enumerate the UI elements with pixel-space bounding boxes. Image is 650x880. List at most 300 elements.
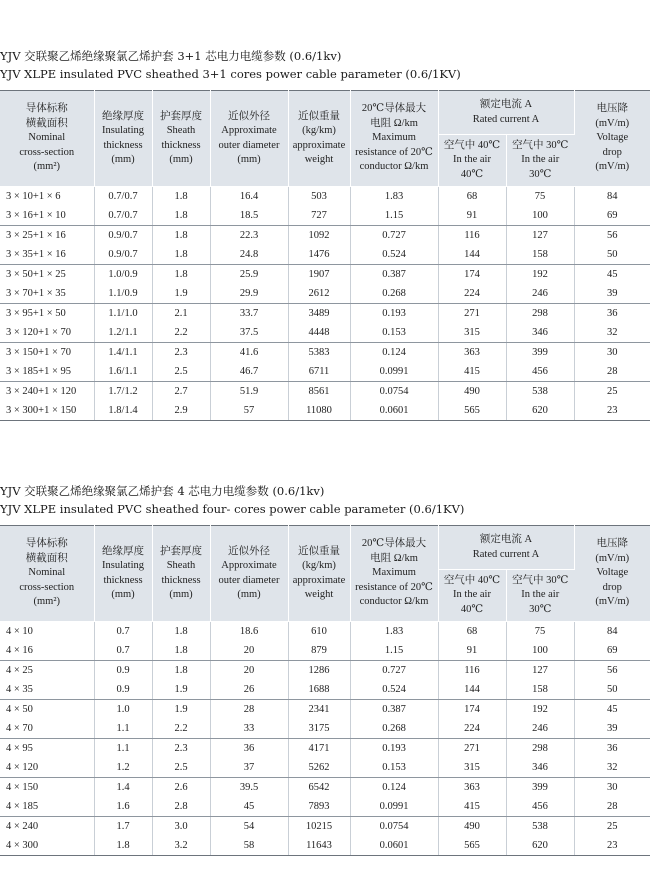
cell-voltage-drop: 84 <box>607 191 618 202</box>
cell-cross-section: 3 × 16+1 × 10 <box>0 206 94 226</box>
table-row <box>0 778 650 798</box>
cell-voltage-drop: 25 <box>607 821 618 832</box>
header-diameter <box>210 91 288 187</box>
cell-voltage-drop: 45 <box>607 704 618 715</box>
cell-resistance: 0.0601 <box>350 836 438 856</box>
cell-current-40: 116 <box>438 226 506 246</box>
cell-insulation: 0.7 <box>94 641 152 661</box>
table2 <box>0 525 650 856</box>
table-row <box>0 700 650 720</box>
cell-cross-section: 3 × 300+1 × 150 <box>0 401 94 421</box>
cell-sheath: 1.8 <box>152 265 210 285</box>
table2-title-en: YJV XLPE insulated PVC sheathed four- cores power cable parameter (0.6/1KV) <box>0 502 465 516</box>
cell-current-40: 315 <box>438 323 506 343</box>
cell-resistance: 0.0754 <box>350 817 438 837</box>
cell-resistance: 0.193 <box>350 304 438 324</box>
cell-weight: 5262 <box>288 758 350 778</box>
cell-insulation: 0.7 <box>94 622 152 642</box>
cell-sheath: 2.2 <box>152 323 210 343</box>
cell-voltage-drop: 25 <box>607 386 618 397</box>
cell-diameter: 37.5 <box>210 323 288 343</box>
cell-current-30: 127 <box>506 226 574 246</box>
header-line: 空气中 40℃ <box>443 139 501 151</box>
cell-sheath: 2.5 <box>152 758 210 778</box>
header-line: 30℃ <box>529 603 552 615</box>
table-row <box>0 622 650 642</box>
cell-voltage-drop: 69 <box>574 206 650 226</box>
cell-diameter: 26 <box>210 680 288 700</box>
header-line: conductor Ω/km <box>359 596 429 608</box>
cell-current-40: 68 <box>438 187 506 207</box>
cell-sheath: 1.8 <box>152 245 210 265</box>
header-diameter <box>210 526 288 622</box>
cell-weight: 1907 <box>288 265 350 285</box>
cell-cross-section: 4 × 300 <box>0 836 94 856</box>
cell-insulation: 0.9 <box>94 661 152 681</box>
table-row <box>0 323 650 343</box>
cell-current-40: 91 <box>438 641 506 661</box>
header-line: 护套厚度 <box>160 545 202 557</box>
cell-current-30: 399 <box>506 778 574 798</box>
cell-voltage-drop: 56 <box>607 665 618 676</box>
cell-insulation: 1.4 <box>94 778 152 798</box>
cell-voltage-drop: 23 <box>574 401 650 421</box>
header-line: 30℃ <box>529 168 552 180</box>
header-current <box>438 526 574 570</box>
cell-diameter: 20 <box>210 661 288 681</box>
cell-diameter: 37 <box>210 758 288 778</box>
cell-insulation: 1.1/0.9 <box>94 284 152 304</box>
cell-resistance: 0.124 <box>350 343 438 363</box>
cell-resistance: 0.268 <box>350 719 438 739</box>
cell-voltage-drop: 28 <box>574 362 650 382</box>
header-line: Voltage <box>596 132 629 144</box>
cell-cross-section: 4 × 35 <box>0 680 94 700</box>
cell-resistance: 0.0991 <box>350 362 438 382</box>
header-line: Nominal <box>28 567 66 579</box>
header-line: Approximate <box>221 125 277 136</box>
cell-resistance: 0.193 <box>350 739 438 759</box>
cell-current-40: 144 <box>438 245 506 265</box>
cell-cross-section: 3 × 35+1 × 16 <box>0 245 94 265</box>
cell-voltage-drop: 39 <box>574 719 650 739</box>
cell-sheath: 2.1 <box>152 304 210 324</box>
cell-current-30: 346 <box>506 323 574 343</box>
header-line: 近似外径 <box>228 545 270 557</box>
cell-weight: 3489 <box>288 304 350 324</box>
header-line: 电阻 Ω/km <box>370 117 418 129</box>
cell-current-30: 620 <box>506 836 574 856</box>
cell-current-40: 315 <box>438 758 506 778</box>
cell-resistance: 1.15 <box>350 641 438 661</box>
cell-diameter: 33.7 <box>210 304 288 324</box>
table-row <box>0 382 650 402</box>
header-line: thickness <box>103 574 143 586</box>
cell-resistance: 0.0991 <box>350 797 438 817</box>
cell-resistance: 1.83 <box>350 187 438 207</box>
header-line: 20℃导体最大 <box>361 103 427 115</box>
table2-header <box>0 526 650 622</box>
cell-voltage-drop: 45 <box>607 269 618 280</box>
cell-insulation: 1.8/1.4 <box>94 401 152 421</box>
cell-current-30: 456 <box>506 797 574 817</box>
table2-title-cn: YJV 交联聚乙烯绝缘聚氯乙烯护套 4 芯电力电缆参数 (0.6/1kv) <box>0 484 325 498</box>
cell-voltage-drop: 30 <box>607 347 618 358</box>
header-line: 40℃ <box>460 168 484 180</box>
header-line: (mV/m) <box>595 117 630 129</box>
cell-cross-section: 3 × 95+1 × 50 <box>0 304 94 324</box>
header-line: Nominal <box>28 132 66 144</box>
cell-sheath: 2.3 <box>152 343 210 363</box>
cell-sheath: 1.8 <box>152 187 210 207</box>
cell-voltage-drop: 32 <box>574 323 650 343</box>
cell-resistance: 0.124 <box>350 778 438 798</box>
cell-insulation: 1.2/1.1 <box>94 323 152 343</box>
table-row <box>0 817 650 837</box>
cell-voltage-drop: 84 <box>607 626 618 637</box>
cell-weight: 610 <box>288 622 350 642</box>
cell-cross-section: 3 × 70+1 × 35 <box>0 284 94 304</box>
cell-voltage-drop: 39 <box>574 284 650 304</box>
header-line: (mV/m) <box>595 596 630 608</box>
cell-cross-section: 4 × 95 <box>0 739 94 759</box>
cell-resistance: 1.83 <box>350 622 438 642</box>
cell-insulation: 0.7/0.7 <box>94 187 152 207</box>
header-line: resistance of 20℃ <box>355 146 433 158</box>
cell-sheath: 2.9 <box>152 401 210 421</box>
cell-current-30: 100 <box>506 206 574 226</box>
header-line: (kg/km) <box>302 125 336 136</box>
cell-diameter: 20 <box>210 641 288 661</box>
cell-diameter: 58 <box>210 836 288 856</box>
header-air40 <box>438 135 506 187</box>
table1-title-cn: YJV 交联聚乙烯绝缘聚氯乙烯护套 3+1 芯电力电缆参数 (0.6/1kv) <box>0 49 342 63</box>
table-row <box>0 187 650 207</box>
cell-current-40: 224 <box>438 284 506 304</box>
cell-cross-section: 4 × 16 <box>0 641 94 661</box>
cell-insulation: 1.7 <box>94 817 152 837</box>
cell-voltage-drop: 30 <box>607 782 618 793</box>
cell-voltage-drop: 50 <box>574 680 650 700</box>
cell-current-40: 271 <box>438 739 506 759</box>
header-line: weight <box>304 154 334 165</box>
table-row <box>0 758 650 778</box>
cell-sheath: 2.5 <box>152 362 210 382</box>
cell-resistance: 0.0754 <box>350 382 438 402</box>
cell-weight: 11643 <box>288 836 350 856</box>
cell-diameter: 54 <box>210 817 288 837</box>
header-line: resistance of 20℃ <box>355 581 433 593</box>
cell-weight: 727 <box>288 206 350 226</box>
header-line: Rated current A <box>472 113 540 125</box>
cell-insulation: 1.0/0.9 <box>94 265 152 285</box>
table1-title-en: YJV XLPE insulated PVC sheathed 3+1 cores power cable parameter (0.6/1KV) <box>0 67 461 81</box>
header-line: Sheath <box>166 560 196 571</box>
cell-resistance: 1.15 <box>350 206 438 226</box>
cell-sheath: 1.8 <box>152 206 210 226</box>
cell-current-40: 91 <box>438 206 506 226</box>
cell-cross-section: 3 × 150+1 × 70 <box>0 343 94 363</box>
header-line: 空气中 30℃ <box>512 139 569 151</box>
cell-insulation: 1.7/1.2 <box>94 382 152 402</box>
header-air30 <box>506 570 574 622</box>
cell-current-30: 298 <box>506 739 574 759</box>
table-row <box>0 362 650 382</box>
cell-current-30: 192 <box>506 700 574 720</box>
header-line: 额定电流 A <box>479 534 533 545</box>
cell-weight: 5383 <box>288 343 350 363</box>
cell-current-40: 144 <box>438 680 506 700</box>
cell-weight: 11080 <box>288 401 350 421</box>
cell-current-30: 127 <box>506 661 574 681</box>
cell-sheath: 1.8 <box>152 641 210 661</box>
header-weight <box>288 526 350 622</box>
header-line: (kg/km) <box>302 560 336 571</box>
table-row <box>0 284 650 304</box>
cell-resistance: 0.153 <box>350 323 438 343</box>
cell-diameter: 39.5 <box>210 778 288 798</box>
cell-diameter: 36 <box>210 739 288 759</box>
cell-sheath: 1.8 <box>152 226 210 246</box>
cell-weight: 7893 <box>288 797 350 817</box>
cell-current-40: 68 <box>438 622 506 642</box>
header-line: weight <box>304 589 334 600</box>
cell-current-30: 192 <box>506 265 574 285</box>
table-row <box>0 245 650 265</box>
header-line: In the air <box>453 154 491 166</box>
header-line: cross-section <box>19 146 75 158</box>
header-resistance <box>350 526 438 622</box>
header-line: 导体标称 <box>25 538 68 550</box>
table-row <box>0 836 650 856</box>
header-current <box>438 91 574 135</box>
header-voltage <box>574 526 650 622</box>
header-line: Insulating <box>102 125 144 136</box>
header-line: In the air <box>521 589 560 601</box>
cell-resistance: 0.268 <box>350 284 438 304</box>
cell-diameter: 16.4 <box>210 187 288 207</box>
header-line: 护套厚度 <box>160 110 202 122</box>
header-resistance <box>350 91 438 187</box>
cell-cross-section: 3 × 50+1 × 25 <box>0 265 94 285</box>
cell-cross-section: 4 × 240 <box>0 817 94 837</box>
header-line: In the air <box>521 154 560 166</box>
cell-diameter: 33 <box>210 719 288 739</box>
cell-cross-section: 3 × 25+1 × 16 <box>0 226 94 246</box>
cell-weight: 503 <box>288 187 350 207</box>
cell-current-30: 100 <box>506 641 574 661</box>
cell-weight: 1092 <box>288 226 350 246</box>
cell-current-30: 246 <box>506 284 574 304</box>
cell-cross-section: 4 × 25 <box>0 661 94 681</box>
header-line: (mm) <box>111 589 135 600</box>
table-row <box>0 661 650 681</box>
cell-current-40: 363 <box>438 778 506 798</box>
header-line: 绝缘厚度 <box>102 545 144 557</box>
cell-sheath: 1.9 <box>152 284 210 304</box>
cell-insulation: 1.1 <box>94 719 152 739</box>
header-line: 绝缘厚度 <box>102 110 144 122</box>
header-line: 横截面积 <box>25 117 68 129</box>
header-insulation <box>94 91 152 187</box>
cell-current-30: 298 <box>506 304 574 324</box>
header-line: 空气中 40℃ <box>443 574 501 586</box>
cell-cross-section: 3 × 185+1 × 95 <box>0 362 94 382</box>
header-line: approximate <box>292 139 346 151</box>
table-row <box>0 265 650 285</box>
cell-diameter: 45 <box>210 797 288 817</box>
cell-weight: 6711 <box>288 362 350 382</box>
header-line: In the air <box>453 589 491 601</box>
cell-current-30: 620 <box>506 401 574 421</box>
cell-current-40: 490 <box>438 382 506 402</box>
cell-insulation: 1.6/1.1 <box>94 362 152 382</box>
table1 <box>0 90 650 421</box>
table-row <box>0 641 650 661</box>
cell-cross-section: 4 × 70 <box>0 719 94 739</box>
cell-sheath: 1.8 <box>152 661 210 681</box>
cell-insulation: 1.0 <box>94 700 152 720</box>
header-line: 空气中 30℃ <box>512 574 569 586</box>
header-line: thickness <box>161 574 201 586</box>
cell-current-40: 224 <box>438 719 506 739</box>
cell-current-40: 174 <box>438 265 506 285</box>
cell-cross-section: 4 × 10 <box>0 622 94 642</box>
header-weight <box>288 91 350 187</box>
cell-weight: 2612 <box>288 284 350 304</box>
cell-cross-section: 4 × 150 <box>0 778 94 798</box>
table-row <box>0 680 650 700</box>
cell-diameter: 25.9 <box>210 265 288 285</box>
header-insulation <box>94 526 152 622</box>
table-row <box>0 206 650 226</box>
cell-insulation: 0.9 <box>94 680 152 700</box>
cell-insulation: 1.1 <box>94 739 152 759</box>
header-air30 <box>506 135 574 187</box>
header-line: (mm) <box>169 154 193 165</box>
cell-cross-section: 3 × 240+1 × 120 <box>0 382 94 402</box>
cell-sheath: 1.9 <box>152 700 210 720</box>
header-line: 额定电流 A <box>479 99 533 110</box>
header-line: (mm) <box>237 589 261 600</box>
cell-diameter: 22.3 <box>210 226 288 246</box>
cell-sheath: 3.0 <box>152 817 210 837</box>
cell-current-40: 415 <box>438 797 506 817</box>
cell-resistance: 0.387 <box>350 265 438 285</box>
cell-voltage-drop: 32 <box>574 758 650 778</box>
header-line: (mV/m) <box>595 161 630 173</box>
cell-current-40: 271 <box>438 304 506 324</box>
cell-weight: 1688 <box>288 680 350 700</box>
table-row <box>0 797 650 817</box>
cell-weight: 879 <box>288 641 350 661</box>
cell-current-40: 565 <box>438 401 506 421</box>
cell-weight: 4448 <box>288 323 350 343</box>
header-line: Insulating <box>102 560 144 571</box>
cell-insulation: 1.6 <box>94 797 152 817</box>
cell-sheath: 1.8 <box>152 622 210 642</box>
cell-resistance: 0.0601 <box>350 401 438 421</box>
header-line: Rated current A <box>472 548 540 560</box>
cell-resistance: 0.524 <box>350 680 438 700</box>
cell-voltage-drop: 36 <box>607 743 618 754</box>
cell-current-30: 456 <box>506 362 574 382</box>
header-line: (mm) <box>237 154 261 165</box>
header-line: (mm) <box>169 589 193 600</box>
table-row <box>0 226 650 246</box>
header-line: approximate <box>292 574 346 586</box>
table-row <box>0 304 650 324</box>
cell-current-40: 174 <box>438 700 506 720</box>
cell-weight: 4171 <box>288 739 350 759</box>
cell-diameter: 29.9 <box>210 284 288 304</box>
header-line: (mm²) <box>33 161 60 173</box>
cell-weight: 8561 <box>288 382 350 402</box>
cell-weight: 6542 <box>288 778 350 798</box>
cell-cross-section: 4 × 185 <box>0 797 94 817</box>
table-row <box>0 739 650 759</box>
cell-resistance: 0.153 <box>350 758 438 778</box>
cell-current-30: 75 <box>506 187 574 207</box>
cell-current-30: 346 <box>506 758 574 778</box>
header-line: 导体标称 <box>25 103 68 115</box>
cell-cross-section: 3 × 10+1 × 6 <box>0 187 94 207</box>
cell-current-30: 538 <box>506 817 574 837</box>
cell-sheath: 1.9 <box>152 680 210 700</box>
cell-sheath: 2.3 <box>152 739 210 759</box>
cell-voltage-drop: 28 <box>574 797 650 817</box>
header-line: Maximum <box>372 132 416 144</box>
header-line: Sheath <box>166 125 196 136</box>
header-line: Voltage <box>596 567 629 579</box>
header-line: thickness <box>161 139 201 151</box>
cell-weight: 3175 <box>288 719 350 739</box>
cell-resistance: 0.727 <box>350 661 438 681</box>
cell-current-40: 565 <box>438 836 506 856</box>
cell-diameter: 57 <box>210 401 288 421</box>
cell-current-40: 116 <box>438 661 506 681</box>
cell-diameter: 51.9 <box>210 382 288 402</box>
table-row <box>0 719 650 739</box>
cell-diameter: 24.8 <box>210 245 288 265</box>
cell-current-30: 538 <box>506 382 574 402</box>
header-line: 电压降 <box>596 538 629 550</box>
cell-cross-section: 4 × 120 <box>0 758 94 778</box>
cell-weight: 10215 <box>288 817 350 837</box>
cell-diameter: 18.5 <box>210 206 288 226</box>
header-line: 近似重量 <box>298 545 340 557</box>
cell-sheath: 2.7 <box>152 382 210 402</box>
cell-diameter: 18.6 <box>210 622 288 642</box>
cell-current-30: 246 <box>506 719 574 739</box>
table2-body <box>0 622 650 856</box>
header-line: 近似外径 <box>228 110 270 122</box>
cell-voltage-drop: 50 <box>574 245 650 265</box>
cell-resistance: 0.387 <box>350 700 438 720</box>
header-line: drop <box>602 581 622 593</box>
cell-sheath: 3.2 <box>152 836 210 856</box>
header-line: 横截面积 <box>25 552 68 564</box>
cell-cross-section: 4 × 50 <box>0 700 94 720</box>
header-line: 近似重量 <box>298 110 340 122</box>
cell-voltage-drop: 36 <box>607 308 618 319</box>
cell-insulation: 1.8 <box>94 836 152 856</box>
cell-current-40: 415 <box>438 362 506 382</box>
header-line: conductor Ω/km <box>359 161 429 173</box>
cell-cross-section: 3 × 120+1 × 70 <box>0 323 94 343</box>
cell-insulation: 0.9/0.7 <box>94 226 152 246</box>
cell-resistance: 0.524 <box>350 245 438 265</box>
